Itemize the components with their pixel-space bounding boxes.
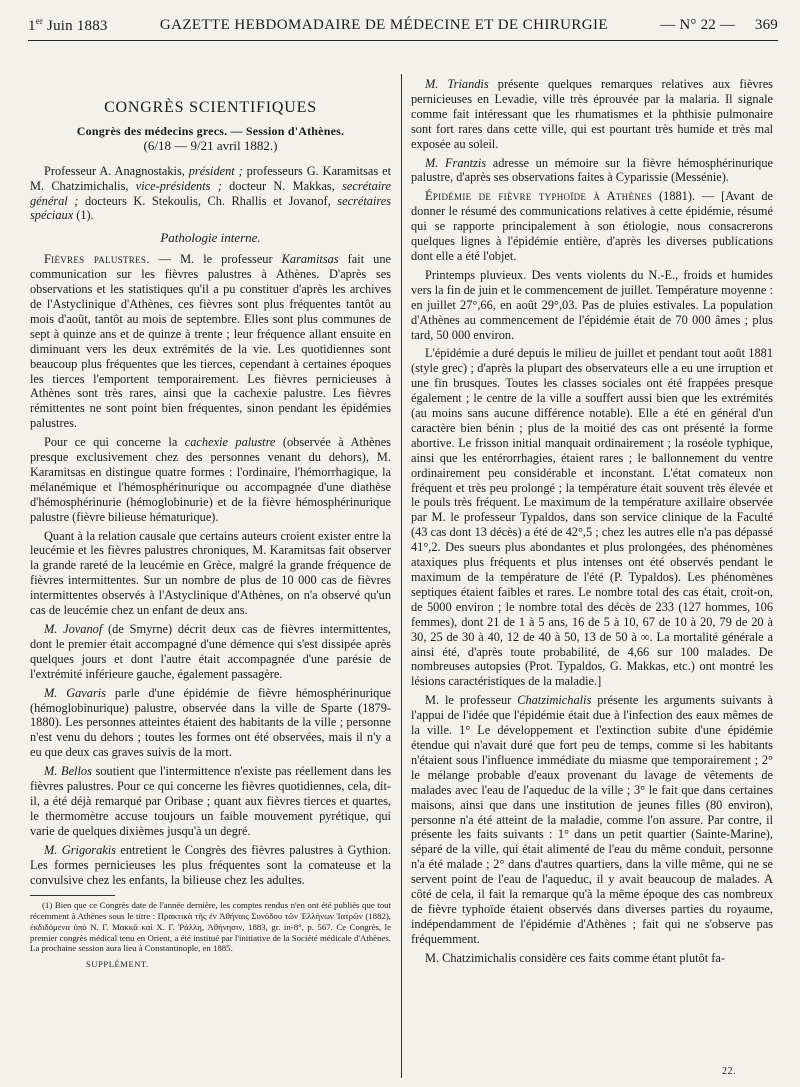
signature-mark: 22. [722,1066,736,1077]
journal-title: GAZETTE HEBDOMADAIRE DE MÉDECINE ET DE CHIRURGIE [159,16,608,33]
congress-dates: (6/18 — 9/21 avril 1882.) [143,137,278,153]
officers-paragraph: Professeur A. Anagnostakis, président ; professeurs G. Karamitsas et M. Chatzimichalis, vice-présidents ; docteur N. Makkas, secrétaire général ; docteurs K. Stekoulis, Ch. Rhallis et Jovanof, secrétaires spéciaux (1). [30,163,391,223]
paragraph-gavaris: M. Gavaris parle d'une épidémie de fièvre hémosphérinurique (hémoglobinurique) palustre, observée dans la ville de Sparte (1879-1880). Les personnes atteintes étaient des habitants de la ville ; personne n'est venu du dehors ; toutes les formes ont été observées, mais il n'y a eu que deux cas graves suivis de la mort. [30,685,391,760]
issue-date: 1er Juin 1883 [28,15,108,34]
paragraph-duree-epidemie: L'épidémie a duré depuis le milieu de juillet et pendant tout août 1881 (style grec) ; d'après la plupart des observateurs elle a eu une irruption et une fin brusques. Toutes les classes sociales ont été frappées presque également ; le centre de la ville a souffert aussi bien que les extrémités (au moins sans aucune différence notable). Elle a été en général d'un caractère bien bénin ; plus de la moitié des cas ont présenté la forme abortive. Le frisson initial manquait ordinairement ; la roséole typhique, ainsi que les entérorrhagies, étaient rares ; le ballonnement du ventre ordinairement peu considérable et inconstant. L'état comateux non fréquent et très peu prolongé ; la température était souvent très élevée et le pouls très fréquent. Le maximum de la température axillaire observée par M. le professeur Typaldos, dans son service clinique de la Faculté (43 cas dont 13 décès) a été de 42°,5 ; chez les autres elle n'a pas dépassé 41°,2. Des sueurs plus abondantes et plus prolongées, des phénomènes ataxiques plus fréquents et plus intenses ont été observés pendant le maximum de la température de l'été (P. Typaldos). Les phénomènes septiques étaient faibles et rares. Le nombre total des cas était, croit-on, de 5000 environ ; le nombre total des décès de 233 (127 hommes, 106 femmes), dont 21 de 1 à 5 ans, 16 de 5 à 10, 67 de 10 à 20, 79 de 20 à 30, 25 de 30 à 40, 12 de 40 à 50, 13 de 50 à ∞. La mortalité générale a ainsi été, d'après toute probabilité, de 4,66 sur 100 malades. De nombreuses autopsies (Prot. Typaldos, G. Makkas, etc.) ont montré les lésions caractéristiques de la maladie.] [411,346,773,689]
paragraph-bellos: M. Bellos soutient que l'intermittence n'existe pas réellement dans les fièvres palustres. Pour ce qui concerne les fièvres quotidiennes, cela, dit-il, a été déjà remarqué par Oribase ; quant aux fièvres tierces et quartes, le thermomètre accuse toujours un faible mouvement pyrétique, qui varie de quelques dixièmes jusqu'à un degré. [30,764,392,838]
paragraph-printemps: Printemps pluvieux. Des vents violents du N.-E., froids et humides vers la fin de juin et le commencement de juillet. Température moyenne : en juillet 27°,66, en août 29°,03. Pas de pluies estivales. La population d'Athènes au commencement de l'épidémie était de 70 000 âmes ; plus tard, 50 000 environ. [411,267,773,342]
paragraph-frantzis: M. Frantzis adresse un mémoire sur la fièvre hémosphérinurique palustre, d'après ses observations faites à Cyparissie (Messénie). [411,155,774,185]
paragraph-epidemie-typhoide: Épidémie de fièvre typhoïde à Athènes (1881). — [Avant de donner le résumé des communications relatives à cette épidémie, résumé qui se rapporte principalement à son étiologie, nous consacrerons quelques lignes à l'épidémie entière, d'après les diverses publications dont elle a été l'objet. [411,189,773,263]
column-divider [401,74,402,1078]
issue-number-and-page: — N° 22 — 369 [660,16,778,33]
running-head [28,12,778,38]
right-column [411,77,773,970]
paragraph-chatzimichalis: M. le professeur Chatzimichalis présente les arguments suivants à l'appui de l'idée que l'épidémie était due à l'infection des eaux mêmes de la ville. 1° Le développement et l'extinction subite d'une épidémie étendue qui n'avait duré que fort peu de temps, comme si les habitants n'étaient sous l'influence immédiate du miasme que temporairement ; 2° le mélange probable d'eaux provenant du lavage de vêtements de malades avec l'eau de l'aqueduc de la ville ; 3° le fait que dans certaines maisons, ainsi que dans une institution de jeunes filles (80 environ), personne n'a été atteint de la maladie, comme l'on assure. Par contre, il présente les faits suivants : 1° dans un petit quartier (Sainte-Marine), séparé de la ville, qui était alimenté de l'eau du même conduit, personne n'a été malade ; 2° dans d'autres quartiers, dans la ville même, qui ne se servent point de l'eau de l'aqueduc, il y avait beaucoup de malades. A côté de cela, il fait la remarque qu'à la même époque des cas nombreux de fièvre typhoïde étaient observés dans diverses parties du royaume, indépendamment de l'épidémie d'Athènes ; fait qui ne s'observe pas fréquemment. [411,693,773,946]
footnote: (1) Bien que ce Congrès date de l'année dernière, les comptes rendus n'en ont été publiés que tout récemment à Athènes sous le titre : Πρακτικὰ τῆς ἐν Ἀθήναις Συνόδου τῶν Ἑλλήνων Ἰατρῶν (1882), ἐκδιδόμενα ὑπὸ Ν. Γ. Μακκᾶ καὶ Χ. Γ. Ῥάλλη, Ἀθήνησιν, 1883, gr. in-8°, p. 567. Ce Congrès, le premier congrès médical tenu en Orient, a été institué par l'initiative de la Société médicale d'Athènes. La prochaine session aura lieu à Constantinople, en 1885. [30,900,391,954]
paragraph-triandis: M. Triandis présente quelques remarques relatives aux fièvres pernicieuses en Levadie, ville très éprouvée par la malaria. Il signale comme fait intéressant que les rhumatismes et la phthisie pulmonaire sont fort rares dans cette ville, qui est pourtant très humide et très mal exposée au soleil. [411,77,773,151]
supplement-label: SUPPLÉMENT. [86,958,149,969]
paragraph-fievres-palustres: Fièvres palustres. — M. le professeur Karamitsas fait une communication sur les fièvres palustres à Athènes. D'après ses observations et les statistiques qu'il a pu constituer d'après les archives de l'Astyclinique d'Athènes, ces fièvres sont plus fréquentes tantôt au mois d'août, tantôt au mois de septembre. Elles sont plus communes de sept à quinze ans et de quinze à trente ; leur fréquence allant ensuite en diminuant vers les deux extrémités de la vie. Les quotidiennes sont beaucoup plus fréquentes que les tierces, cependant à certaines époques les tierces l'emportent temporairement. Les fièvres pernicieuses à Athènes sont très rares, ainsi que la cachexie palustre. Les fièvres rémittentes ne sont point bien fréquentes, sinon pendant les épidémies palustres. [30,252,392,431]
left-column [30,77,391,972]
header-rule [28,40,778,41]
footnote-rule [30,895,115,896]
paragraph-chatzimichalis-continued: M. Chatzimichalis considère ces faits comme étant plutôt fa- [425,950,725,965]
section-title: CONGRÈS SCIENTIFIQUES [104,99,317,116]
subheading-pathologie: Pathologie interne. [160,230,261,246]
paragraph-leucemie: Quant à la relation causale que certains auteurs croient exister entre la leucémie et les fièvres palustres chroniques, M. Karamitsas fait observer la grande rareté de la leucémie en Grèce, malgré la grande fréquence de fièvres intermittentes. Sur un nombre de plus de 10 000 cas de fièvres intermittentes observés à l'Astyclinique d'Athènes, on n'a observé qu'un cas de leucémie chez un enfant de deux ans. [30,528,391,618]
paragraph-jovanof: M. Jovanof (de Smyrne) décrit deux cas de fièvres intermittentes, dont le premier était accompagné d'une démence qui s'est dissipée après quelques jours et dont l'autre était accompagnée d'une parésie de l'extrémité inférieure gauche, également passagère. [30,622,391,681]
paragraph-grigorakis: M. Grigorakis entretient le Congrès des fièvres palustres à Gythion. Les formes pernicieuses les plus fréquentes sont la comateuse et la convulsive chez les enfants, la bilieuse chez les adultes. [30,842,391,887]
congress-heading: Congrès des médecins grecs. — Session d'Athènes. [76,123,345,138]
paragraph-cachexie: Pour ce qui concerne la cachexie palustre (observée à Athènes presque exclusivement chez des personnes venant du dehors), M. Karamitsas en distingue quatre formes : l'ordinaire, l'hémorrhagique, la mélanémique et l'hémosphérinurique ou accompagnée d'une diathèse d'hémosphérinurie (hémoglobinurie) et de la fièvre hémosphérinurique palustre (fièvre bilieuse hématurique). [30,435,391,524]
